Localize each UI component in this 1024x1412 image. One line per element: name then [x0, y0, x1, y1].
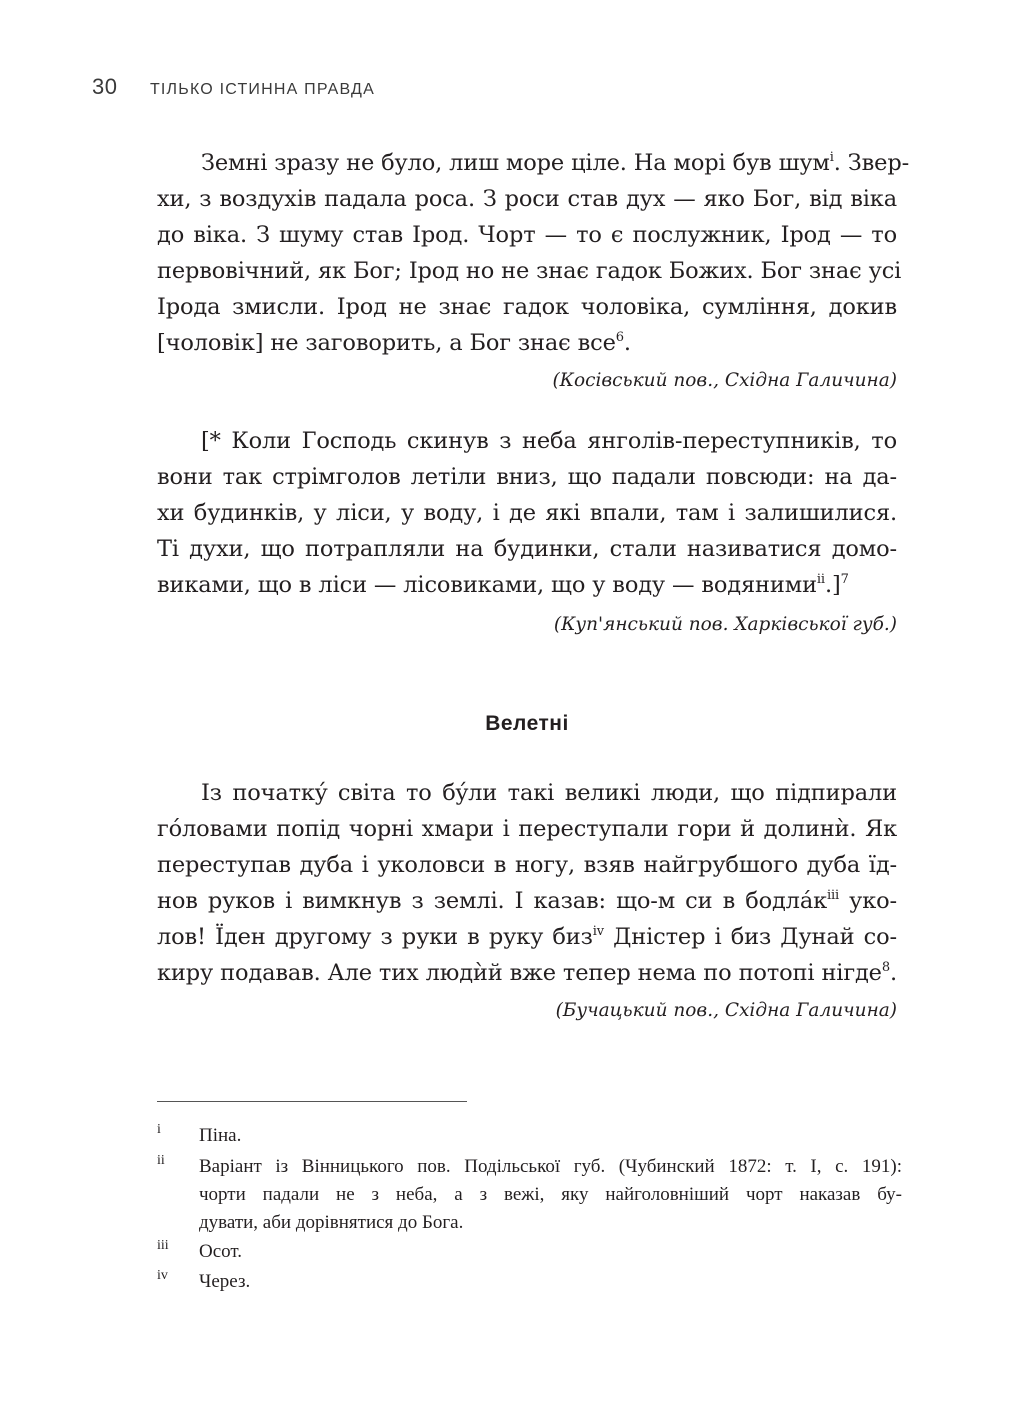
footnote-mark: iv: [157, 1268, 168, 1283]
text-line: вони так стрімголов летіли вниз, що падали повсюди: на да-: [157, 464, 897, 490]
paragraph-angels: [157, 428, 897, 648]
footnote-mark: i: [157, 1122, 161, 1137]
text-line: виками, що в ліси — лісовиками, що у воду — водяними$^{ii}$.]$^7$: [157, 572, 849, 598]
endnote-ref[interactable]: 7: [840, 572, 849, 587]
book-title: ТІЛЬКО ІСТИННА ПРАВДА: [149, 81, 375, 98]
text-line: Із початкý світа то бýли такі великі люди, що підпирали: [201, 780, 897, 806]
text-line: Земні зразу не було, лиш море ціле. На морі був шум$^i$. Звер-: [201, 150, 910, 176]
section-heading: Велетні: [485, 712, 569, 735]
footnote-text: Осот.: [199, 1241, 243, 1262]
text-line: хи будинків, у ліси, у воду, і де які впали, там і залишилися.: [157, 500, 897, 526]
text-line: до віка. З шуму став Ірод. Чорт — то є послужник, Ірод — то: [157, 222, 897, 248]
text-line: Ті духи, що потрапляли на будинки, стали називатися домо-: [157, 536, 897, 562]
footnote-text: Через.: [199, 1271, 251, 1292]
footnote-text: Варіант із Вінницького пов. Подільської губ. (Чубинский 1872: т. І, с. 191):: [199, 1156, 902, 1177]
text-line: лов! Їден другому з руки в руку биз$^{iv}$ Дністер і биз Дунай со-: [157, 924, 897, 950]
footnote-ref[interactable]: ii: [816, 572, 825, 587]
text-line: [чоловік] не заговорить, а Бог знає все$^6$.: [157, 330, 631, 356]
paragraph-giants: [157, 780, 897, 1030]
text-line: первовічний, як Бог; Ірод но не знає гадок Божих. Бог знає усі: [157, 258, 902, 284]
endnote-ref[interactable]: 6: [615, 330, 624, 345]
text-line: переступав дуба і уколовси в ногу, взяв найгрубшого дуба їд-: [157, 852, 897, 878]
footnote-ref[interactable]: i: [829, 150, 834, 165]
page-number: 30: [92, 74, 118, 99]
footnote-ref[interactable]: iii: [827, 888, 840, 903]
text-line: хи, з воздухів падала роса. З роси став дух — яко Бог, від віка: [157, 186, 897, 212]
source-attribution: (Куп'янський пов. Харківської губ.): [553, 614, 897, 635]
text-line: киру подавав. Але тих людѝй вже тепер нема по потопі нігде$^8$.: [157, 960, 897, 986]
paragraph-earth: [157, 150, 910, 400]
text-line: нов руков і вимкнув з землі. І казав: що-м си в бодлáк$^{iii}$ уко-: [157, 888, 898, 914]
footnote-text: Піна.: [199, 1125, 242, 1146]
source-attribution: (Косівський пов., Східна Галичина): [552, 370, 897, 391]
running-head: [92, 74, 375, 100]
text-line: гóловами попід чорні хмари і переступали гори й долинѝ. Як: [157, 816, 897, 842]
footnote-mark: iii: [157, 1238, 169, 1253]
source-attribution: (Бучацький пов., Східна Галичина): [555, 1000, 897, 1021]
text-line: Ірода змисли. Ірод не знає гадок чоловіка, сумління, докив: [157, 294, 897, 320]
footnote-text: дувати, аби дорівнятися до Бога.: [199, 1212, 464, 1233]
footnote-text: чорти падали не з неба, а з вежі, яку найголовніший чорт наказав бу-: [199, 1184, 902, 1205]
text-line: [* Коли Господь скинув з неба янголів-переступників, то: [201, 428, 897, 454]
endnote-ref[interactable]: 8: [881, 960, 890, 975]
footnote-mark: ii: [157, 1153, 165, 1168]
footnote-separator: [157, 1101, 467, 1102]
footnote-ref[interactable]: iv: [592, 924, 604, 939]
